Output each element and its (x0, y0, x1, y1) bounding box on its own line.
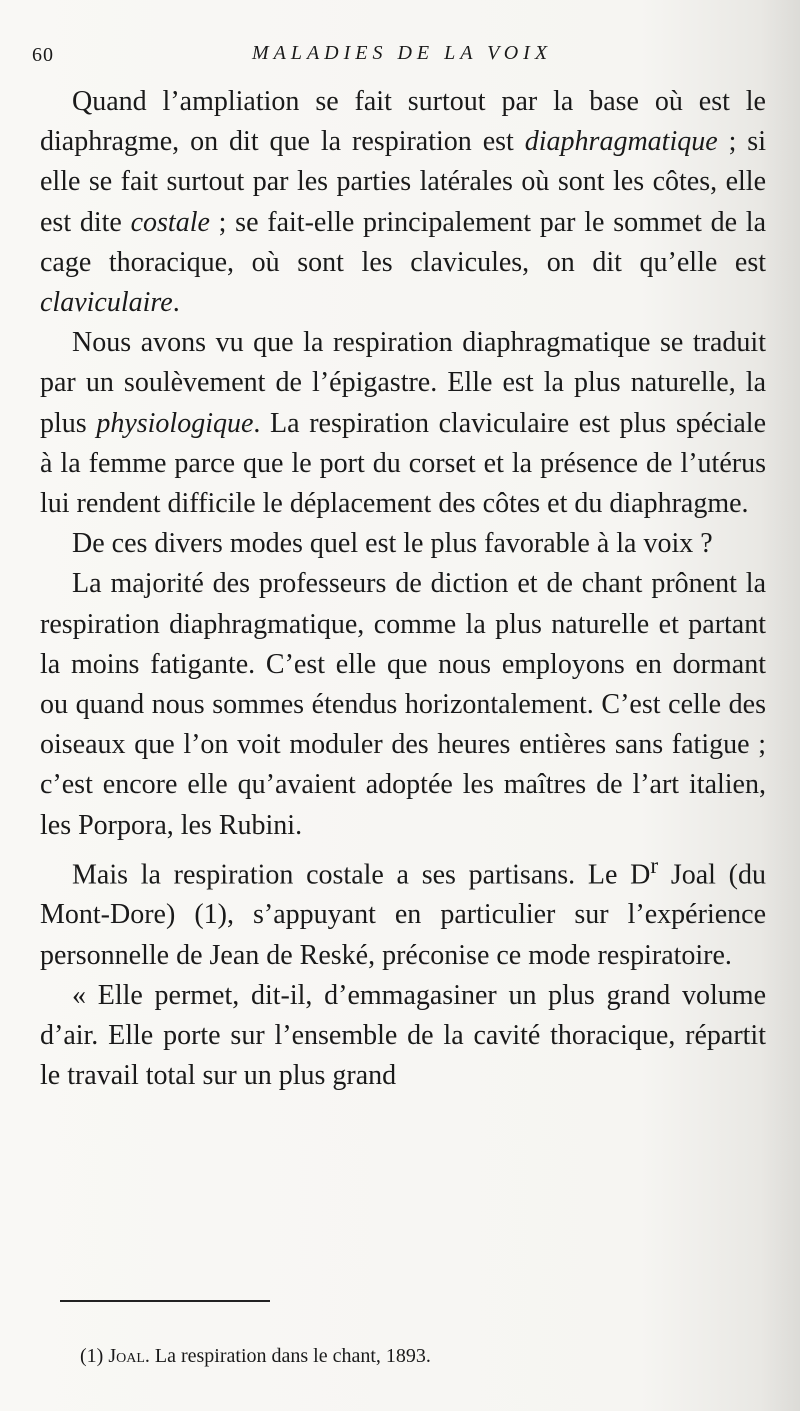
footnote-author: Joal (108, 1345, 145, 1367)
footnote (80, 1342, 760, 1370)
paragraph-6: « Elle permet, dit-il, d’emmagasiner un plus grand volume d’air. Elle porte sur l’ensemble de la cavité thoracique, répartit le travail total sur un plus grand (40, 979, 766, 1092)
text-run: ; se fait-elle principalement par le sommet de la cage thoracique, où sont les clavicules, on dit qu’elle est (40, 206, 766, 278)
italic-term-claviculaire: claviculaire (40, 287, 173, 319)
footnote-text: . La respiration dans le chant, 1893. (144, 1345, 431, 1367)
paragraph-1 (40, 82, 766, 323)
paragraph-5 (40, 846, 766, 976)
text-run: . (172, 287, 180, 319)
text-run: Joal (du Mont-Dore) (1), s’appuyant en particulier sur l’expérience personnelle de Jean de Reské, préconise ce mode respiratoire. (40, 859, 766, 971)
text-run: . La respiration claviculaire est plus spéciale à la femme parce que le port du corset et la présence de l’utérus lui rendent difficile le déplacement des côtes et du diaphragme. (40, 407, 766, 520)
italic-term-costale: costale (130, 206, 210, 238)
page-header (32, 40, 772, 70)
footnote-marker: (1) (80, 1345, 104, 1367)
text-run: Mais la respiration costale a ses partisans. Le D (72, 859, 651, 891)
page-number: 60 (32, 44, 54, 66)
text-run: Nous avons vu que la respiration diaphragmatique se traduit par un soulèvement de l’épigastre. Elle est la plus naturelle, la plus (40, 327, 766, 439)
text-run: ; si elle se fait surtout par les parties latérales où sont les côtes, elle est dite (40, 126, 766, 238)
body-text (40, 82, 766, 1096)
running-title: MALADIES DE LA VOIX (251, 42, 553, 64)
paragraph-4: La majorité des professeurs de diction et de chant prônent la respiration diaphragmatique, comme la plus naturelle et partant la moins fatigante. C’est elle que nous employons en dormant ou quand nous sommes étendus horizontalement. C’est celle des oiseaux que l’on voit moduler des heures entières sans fatigue ; c’est encore elle qu’avaient adoptée les maîtres de l’art italien, les Porpora, les Rubini. (40, 568, 766, 841)
italic-term-diaphragmatique: diaphragmatique (524, 126, 718, 158)
superscript-r: r (650, 852, 659, 879)
text-run: Quand l’ampliation se fait surtout par la base où est le diaphragme, on dit que la respiration est (40, 86, 766, 158)
paragraph-2 (40, 323, 766, 524)
paragraph-3: De ces divers modes quel est le plus favorable à la voix ? (72, 528, 713, 560)
footnote-divider (60, 1300, 270, 1302)
italic-term-physiologique: physiologique (96, 407, 254, 439)
